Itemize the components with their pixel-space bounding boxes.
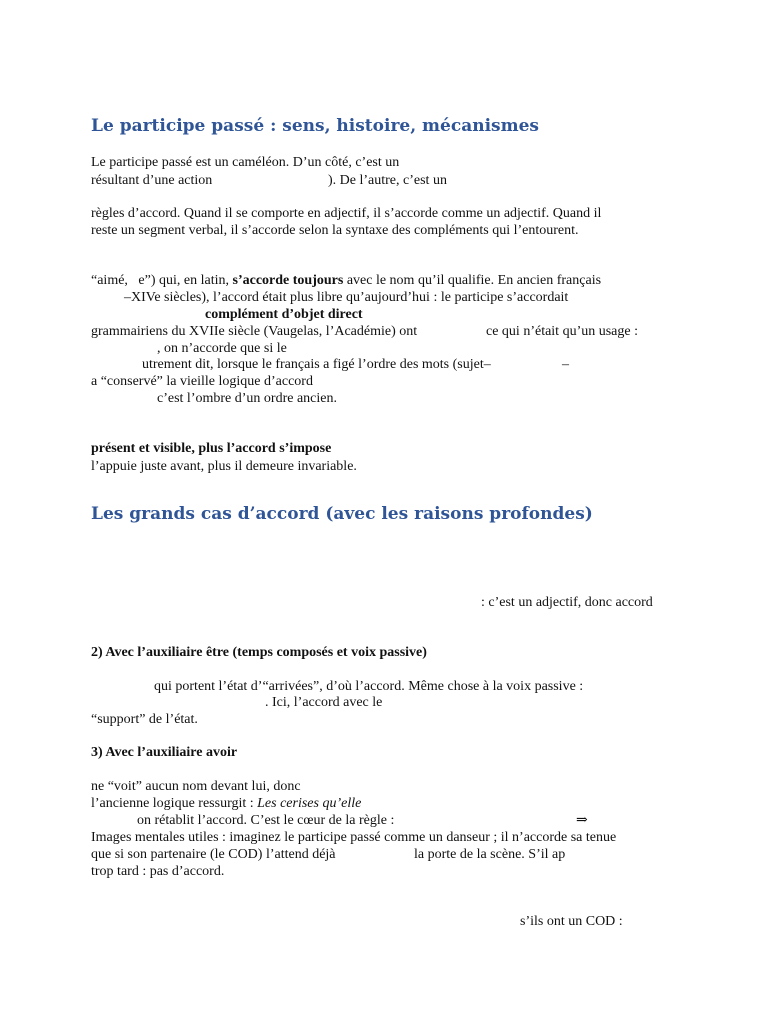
text-fragment: “aimé, xyxy=(91,273,128,288)
paragraph-line: ce qui n’était qu’un usage : xyxy=(486,324,639,339)
italic-example: Les cerises qu’elle xyxy=(257,796,362,811)
paragraph-line: – xyxy=(562,357,569,372)
paragraph-line: règles d’accord. Quand il se comporte en adjectif, il s’accorde comme un adjectif. Quand il xyxy=(91,206,602,221)
bold-term-cod: complément d’objet direct xyxy=(205,307,363,322)
paragraph-line: c’est l’ombre d’un ordre ancien. xyxy=(157,391,337,406)
text-fragment: e”) qui, en latin, xyxy=(138,273,229,288)
paragraph-line: reste un segment verbal, il s’accorde selon la syntaxe des compléments qui l’entourent. xyxy=(91,223,579,238)
paragraph-line xyxy=(91,796,361,812)
paragraph-line xyxy=(91,273,601,289)
paragraph-line: Images mentales utiles : imaginez le participe passé comme un danseur ; il n’accorde sa tenue xyxy=(91,830,617,845)
heading-participe-passe: Le participe passé : sens, histoire, mécanismes xyxy=(91,116,539,136)
paragraph-line: grammairiens du XVIIe siècle (Vaugelas, l’Académie) ont xyxy=(91,324,418,339)
paragraph-line: ). De l’autre, c’est un xyxy=(328,173,447,188)
paragraph-line: l’appuie juste avant, plus il demeure invariable. xyxy=(91,459,357,474)
paragraph-line: la porte de la scène. S’il ap xyxy=(414,847,566,862)
paragraph-line: : c’est un adjectif, donc accord xyxy=(481,595,653,610)
paragraph-line: a “conservé” la vieille logique d’accord xyxy=(91,374,313,389)
paragraph-line: ne “voit” aucun nom devant lui, donc xyxy=(91,779,301,794)
paragraph-line: –XIVe siècles), l’accord était plus libre qu’aujourd’hui : le participe s’accordait xyxy=(124,290,569,305)
text-fragment: l’ancienne logique ressurgit : xyxy=(91,796,254,811)
paragraph-line: “support” de l’état. xyxy=(91,712,198,727)
paragraph-line: on rétablit l’accord. C’est le cœur de la règle : xyxy=(137,813,395,828)
heading-grands-cas: Les grands cas d’accord (avec les raisons profondes) xyxy=(91,504,593,524)
paragraph-line: . Ici, l’accord avec le xyxy=(265,695,383,710)
paragraph-line: , on n’accorde que si le xyxy=(157,341,287,356)
paragraph-line: s’ils ont un COD : xyxy=(520,914,623,929)
bold-text: s’accorde toujours xyxy=(232,273,344,288)
paragraph-line: que si son partenaire (le COD) l’attend déjà xyxy=(91,847,336,862)
arrow-icon: ⇒ xyxy=(576,813,588,828)
paragraph-line: trop tard : pas d’accord. xyxy=(91,864,225,879)
paragraph-line: utrement dit, lorsque le français a figé l’ordre des mots (sujet– xyxy=(142,357,491,372)
paragraph-line: qui portent l’état d’“arrivées”, d’où l’accord. Même chose à la voix passive : xyxy=(154,679,584,694)
subheading-auxiliaire-etre: 2) Avec l’auxiliaire être (temps composés et voix passive) xyxy=(91,645,427,660)
subheading-auxiliaire-avoir: 3) Avec l’auxiliaire avoir xyxy=(91,745,238,760)
paragraph-line: résultant d’une action xyxy=(91,173,213,188)
bold-statement: présent et visible, plus l’accord s’impose xyxy=(91,441,332,456)
paragraph-line: Le participe passé est un caméléon. D’un côté, c’est un xyxy=(91,155,400,170)
text-fragment: avec le nom qu’il qualifie. En ancien français xyxy=(346,273,602,288)
